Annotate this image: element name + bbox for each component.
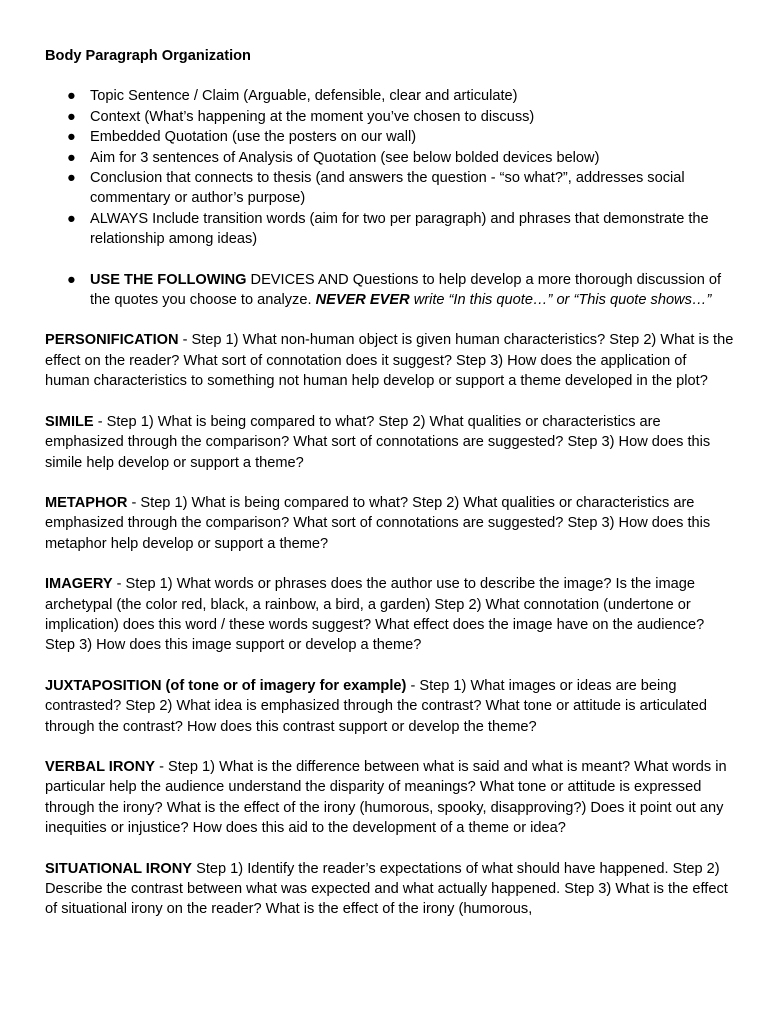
device-situational-irony [45,859,735,920]
device-description: - Step 1) What is being compared to what? Step 2) What qualities or characteristics are emphasized through the comparison? What sort of connotations are suggested? Step 3) How does this metaphor help develop or support a theme? [45,494,711,552]
list-item-text: Conclusion that connects to thesis (and answers the question - “so what?”, addresses social commentary or author’s purpose) [90,170,685,207]
organization-list [45,86,735,310]
device-description: - Step 1) What images or ideas are being contrasted? Step 2) What idea is emphasized through the contrast? What tone or attitude is articulated through the contrast? How does this contrast support or develop the theme? [45,677,707,735]
bullet-icon: ● [67,88,76,105]
device-term: JUXTAPOSITION (of tone or of imagery for example) [45,677,407,694]
device-description: - Step 1) What is being compared to what? Step 2) What qualities or characteristics are emphasized through the comparison? What sort of connotations are suggested? Step 3) How does this simile help develop or support a theme? [45,413,711,471]
device-juxtaposition [45,676,735,737]
device-term: METAPHOR [45,494,128,511]
list-item [45,127,735,147]
bullet-icon: ● [67,170,76,187]
document-title: Body Paragraph Organization [45,48,251,64]
list-item-text: ALWAYS Include transition words (aim for two per paragraph) and phrases that demonstrate the relationship among ideas) [90,210,709,248]
document-page [45,46,735,920]
instruction-italic-tail: write “In this quote…” or “This quote shows…” [409,292,712,309]
device-metaphor [45,493,735,554]
list-item-devices-instruction [45,270,735,311]
device-personification [45,330,735,391]
device-description: Step 1) Identify the reader’s expectations of what should have happened. Step 2) Describe the contrast between what was expected and what actually happened. Step 3) What is the effect of situational irony on the reader? What is the effect of the irony (humorous, [45,860,728,918]
list-item-text: Context (What’s happening at the moment you’ve chosen to discuss) [90,108,535,125]
list-item [45,86,735,106]
device-description: - Step 1) What is the difference between what is said and what is meant? What words in particular help the audience understand the disparity of meanings? What tone or attitude is expressed through the irony? What is the effect of the irony (humorous, spooky, disapproving?) Does it point out any inequities or injustice? How does this aid to the development of a theme or idea? [45,758,727,837]
instruction-bold-lead: USE THE FOLLOWING [90,271,247,288]
device-term: SIMILE [45,413,94,430]
list-item-text: Aim for 3 sentences of Analysis of Quotation (see below bolded devices below) [90,149,600,166]
instruction-text: DEVICES AND Questions to help develop a more thorough discussion of the quotes you choose to analyze. [90,271,722,309]
list-item-text: Topic Sentence / Claim (Arguable, defensible, clear and articulate) [90,88,518,105]
device-description: - Step 1) What non-human object is given human characteristics? Step 2) What is the effect on the reader? What sort of connotation does it suggest? Step 3) How does the application of human characteristics to something not human help develop or support a theme developed in the plot? [45,332,734,390]
bullet-icon: ● [67,149,76,166]
device-term: IMAGERY [45,576,113,593]
device-term: SITUATIONAL IRONY [45,860,193,877]
bullet-icon: ● [67,129,76,146]
device-term: VERBAL IRONY [45,758,156,775]
list-item [45,209,735,250]
bullet-icon: ● [67,271,76,288]
list-item-text: Embedded Quotation (use the posters on our wall) [90,129,417,146]
list-item [45,107,735,127]
device-description: - Step 1) What words or phrases does the author use to describe the image? Is the image archetypal (the color red, black, a rainbow, a bird, a garden) Step 2) What connotation (undertone or implication) does this word / these words suggest? What effect does the image have on the audience? Step 3) How does this image support or develop a theme? [45,576,705,654]
instruction-emphasis: NEVER EVER [315,292,410,309]
device-verbal-irony [45,757,735,839]
device-simile [45,412,735,473]
bullet-icon: ● [67,108,76,125]
list-item [45,168,735,209]
list-item [45,148,735,168]
device-imagery [45,574,735,656]
device-term: PERSONIFICATION [45,332,179,349]
bullet-icon: ● [67,210,76,227]
